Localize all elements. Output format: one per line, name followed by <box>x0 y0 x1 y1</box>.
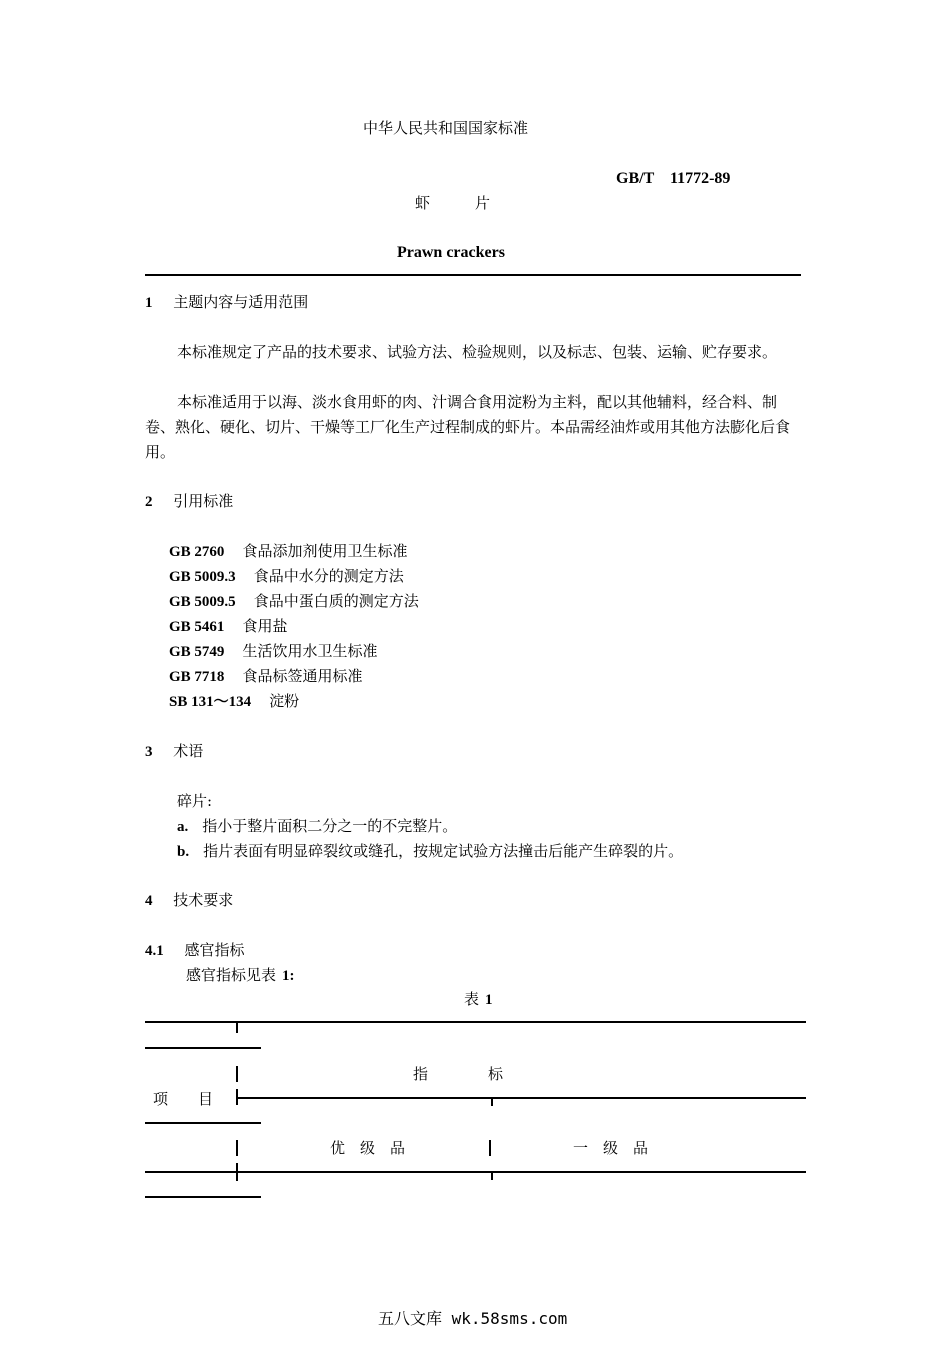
reference-name: 食品添加剂使用卫生标准 <box>242 542 408 560</box>
reference-item <box>169 591 419 612</box>
reference-name: 食品中蛋白质的测定方法 <box>253 592 419 610</box>
section-2-number: 2 <box>145 494 153 510</box>
table-divider <box>236 1066 238 1082</box>
table-caption <box>464 989 493 1010</box>
section-1-number: 1 <box>145 295 153 311</box>
term-definition-a <box>177 816 457 837</box>
section-2-title: 引用标准 <box>173 492 234 510</box>
table-rule-top-stub <box>145 1047 261 1049</box>
table-divider <box>491 1171 493 1180</box>
header-grade-1: 优 级 品 <box>330 1139 406 1157</box>
table-divider <box>236 1140 238 1156</box>
reference-item <box>169 566 404 587</box>
reference-name: 食用盐 <box>242 617 288 635</box>
section-3-number: 3 <box>145 744 153 760</box>
reference-code: GB 5009.3 <box>169 569 236 585</box>
section-3-title: 术语 <box>173 742 204 760</box>
section-3-heading <box>145 741 203 762</box>
subsection-title: 感官指标 <box>184 941 245 959</box>
reference-code: GB 5461 <box>169 619 225 635</box>
subsection-text: 感官指标见表 <box>186 966 277 984</box>
term-text: 指小于整片面积二分之一的不完整片。 <box>202 817 458 835</box>
header-grade-2: 一 级 品 <box>573 1139 649 1157</box>
reference-code: GB 5009.5 <box>169 594 236 610</box>
reference-item <box>169 666 362 687</box>
reference-code: GB 2760 <box>169 544 225 560</box>
reference-code: GB 7718 <box>169 669 225 685</box>
term-label: a. <box>177 819 189 835</box>
subsection-number: 4.1 <box>145 943 164 959</box>
section-2-heading <box>145 491 233 512</box>
table-rule-middle <box>238 1097 806 1099</box>
table-divider <box>491 1097 493 1106</box>
term-definition-b <box>177 841 683 862</box>
standard-org: 中华人民共和国国家标准 <box>363 119 529 137</box>
reference-item <box>169 691 299 712</box>
title-en: Prawn crackers <box>397 244 505 261</box>
table-divider <box>489 1140 491 1156</box>
table-divider <box>236 1021 238 1033</box>
section-4-title: 技术要求 <box>173 891 234 909</box>
reference-code: GB 5749 <box>169 644 225 660</box>
reference-item <box>169 641 377 662</box>
footer-watermark[interactable]: 五八文库 wk.58sms.com <box>378 1309 568 1328</box>
table-caption-number: 1 <box>485 992 493 1008</box>
term-name: 碎片: <box>177 792 213 810</box>
table-rule-bottom <box>145 1171 806 1173</box>
reference-name: 食品中水分的测定方法 <box>253 567 404 585</box>
subsection-4-1-text <box>186 965 295 986</box>
table-rule-middle-stub <box>145 1122 261 1124</box>
reference-item <box>169 616 287 637</box>
section-1-title: 主题内容与适用范围 <box>173 293 309 311</box>
table-rule-top <box>145 1021 806 1023</box>
header-item: 项 目 <box>153 1090 214 1108</box>
table-rule-bottom-stub <box>145 1196 261 1198</box>
section-1-paragraph-2: 本标准适用于以海、淡水食用虾的肉、汁调合食用淀粉为主料，配以其他辅料，经合料、制卷、熟化、硬化、切片、干燥等工厂化生产过程制成的虾片。本品需经油炸或用其他方法膨化后食用。 <box>145 393 791 461</box>
table-divider <box>236 1163 238 1181</box>
reference-code: SB 131～134 <box>169 694 252 710</box>
standard-code: GB/T 11772-89 <box>616 170 731 187</box>
subsection-4-1-heading <box>145 940 245 961</box>
section-4-heading <box>145 890 233 911</box>
header-index: 指 标 <box>413 1065 504 1083</box>
term-label: b. <box>177 844 190 860</box>
reference-item <box>169 541 407 562</box>
table-caption-label: 表 <box>464 990 480 1008</box>
section-1-paragraph-1: 本标准规定了产品的技术要求、试验方法、检验规则，以及标志、包装、运输、贮存要求。 <box>177 343 778 361</box>
reference-name: 生活饮用水卫生标准 <box>242 642 378 660</box>
section-1-heading <box>145 292 308 313</box>
reference-name: 淀粉 <box>269 692 300 710</box>
header-rule <box>145 274 801 276</box>
subsection-text-ref: 1: <box>282 968 295 984</box>
title-cn: 虾 片 <box>415 194 491 212</box>
term-text: 指片表面有明显碎裂纹或缝孔，按规定试验方法撞击后能产生碎裂的片。 <box>203 842 684 860</box>
section-4-number: 4 <box>145 893 153 909</box>
reference-name: 食品标签通用标准 <box>242 667 363 685</box>
